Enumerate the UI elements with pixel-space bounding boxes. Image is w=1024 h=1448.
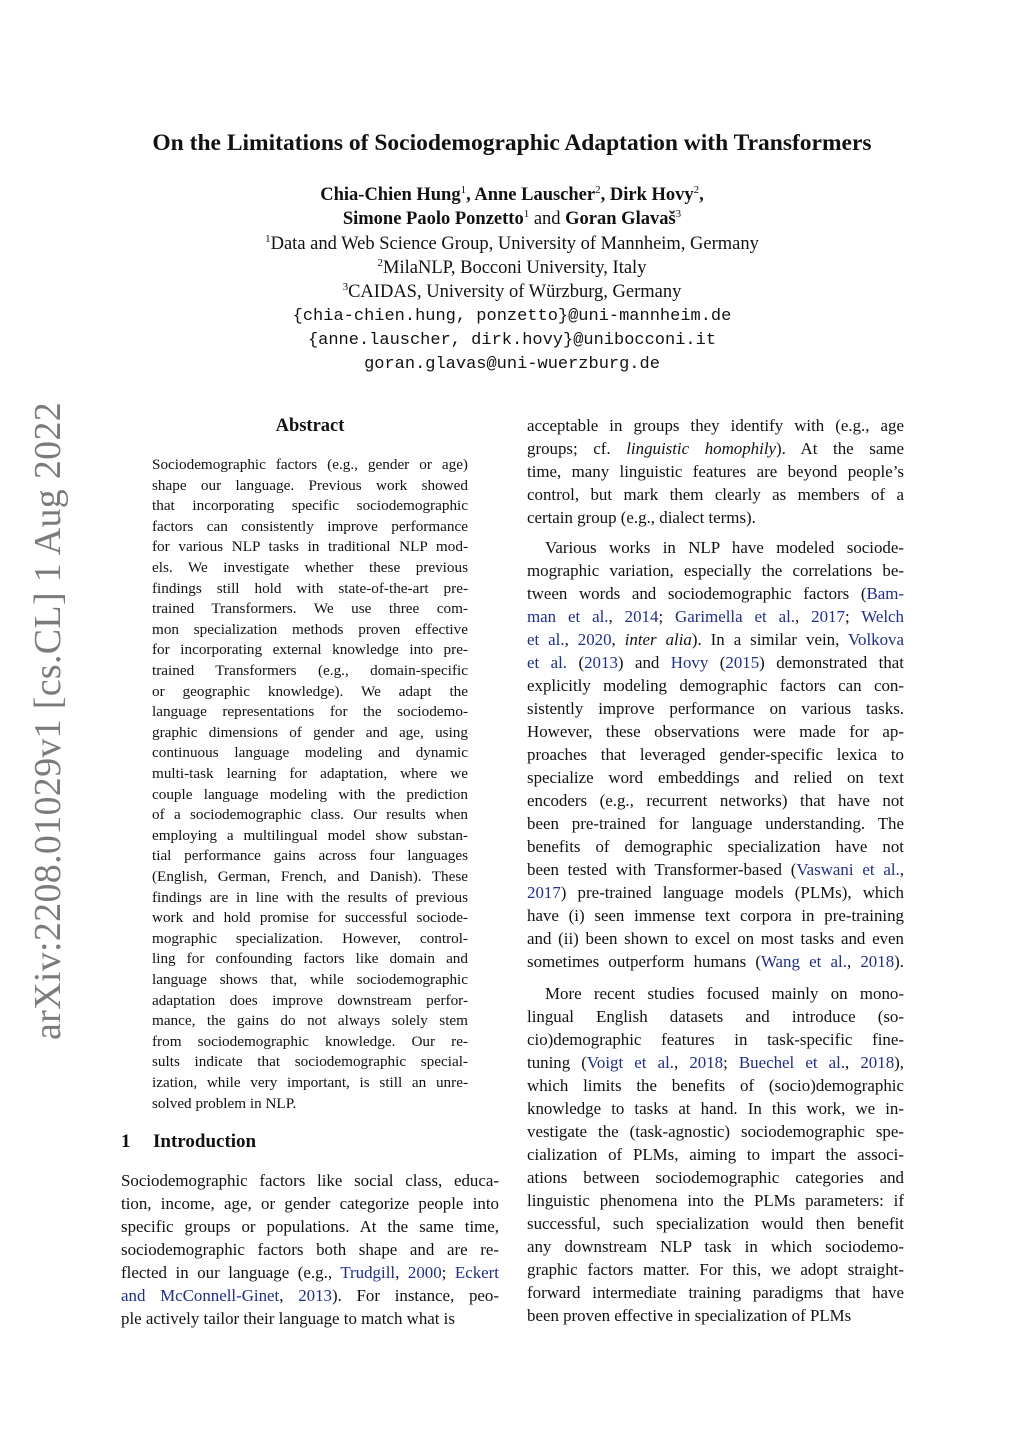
citation-link[interactable]: Garimella et al. bbox=[675, 607, 796, 626]
paragraph-line: cialization of PLMs, aiming to impart the associ- bbox=[527, 1145, 904, 1164]
citation-link[interactable]: Wang et al. bbox=[760, 952, 847, 971]
abstract-line: graphic dimensions of gender and age, using bbox=[152, 723, 468, 741]
abstract-line: solved problem in NLP. bbox=[152, 1094, 297, 1112]
paragraph-line: proaches that leveraged gender-specific lexica to bbox=[527, 745, 904, 764]
citation-link[interactable]: Bam- bbox=[866, 584, 904, 603]
paragraph-line: 2017) pre-trained language models (PLMs), which bbox=[527, 883, 904, 902]
citation-link[interactable]: et al. bbox=[527, 630, 565, 649]
paragraph-line: control, but mark them clearly as members of a bbox=[527, 485, 904, 504]
citation-link[interactable]: 2018 bbox=[689, 1053, 724, 1072]
affiliation-text: MilaNLP, Bocconi University, Italy bbox=[383, 258, 647, 278]
citation-link[interactable]: Welch bbox=[861, 607, 904, 626]
email: {anne.lauscher, dirk.hovy}@unibocconi.it bbox=[307, 331, 717, 350]
citation-link[interactable]: et al. bbox=[527, 653, 568, 672]
abstract-line: sults indicate that sociodemographic special- bbox=[152, 1053, 468, 1071]
abstract-line: els. We investigate whether these previous bbox=[152, 559, 468, 576]
paragraph-line: Sociodemographic factors like social class, educa- bbox=[121, 1171, 499, 1190]
paragraph-line: acceptable in groups they identify with (e.g., age bbox=[527, 416, 904, 435]
citation-link[interactable]: 2013 bbox=[298, 1286, 332, 1305]
paragraph-line: been tested with Transformer-based (Vaswani et al., bbox=[527, 860, 904, 879]
abstract-line: language shows that, while sociodemographic bbox=[152, 971, 468, 988]
abstract-line: trained Transformers. We use three com- bbox=[152, 600, 468, 618]
abstract-heading: Abstract bbox=[275, 416, 345, 436]
abstract-line: findings are in line with the results of previous bbox=[152, 888, 468, 906]
abstract-line: ization, while very important, is still an unre- bbox=[152, 1074, 468, 1091]
paragraph-line: knowledge to tasks at hand. In this work, we in- bbox=[527, 1099, 904, 1118]
affiliation-marker: 1 bbox=[265, 233, 271, 245]
affiliation bbox=[0, 232, 1024, 256]
citation-link[interactable]: 2018 bbox=[860, 1053, 895, 1072]
citation-link[interactable]: 2017 bbox=[527, 883, 561, 902]
paragraph-line: been pre-trained for language understanding. The bbox=[527, 814, 904, 833]
affiliation-marker: 2 bbox=[377, 257, 384, 269]
citation-link[interactable]: Buechel et al. bbox=[738, 1053, 846, 1072]
paragraph-line: sociodemographic factors both shape and are re- bbox=[121, 1240, 499, 1259]
paragraph-line: explicitly modeling demographic factors can con- bbox=[527, 676, 904, 695]
section-title: Introduction bbox=[153, 1131, 257, 1152]
paragraph-line: specialize word embeddings and relied on text bbox=[527, 768, 904, 787]
paragraph-line: groups; cf. linguistic homophily). At the same bbox=[527, 439, 904, 458]
abstract-line: or geographic knowledge). We adapt the bbox=[152, 682, 468, 700]
paragraph-line: sometimes outperform humans (Wang et al., 2018). bbox=[527, 952, 904, 971]
citation-link[interactable]: 2020 bbox=[577, 630, 612, 649]
author-line-2 bbox=[0, 207, 1024, 231]
paragraph-line: and (ii) been shown to excel on most tasks and even bbox=[527, 929, 904, 948]
paragraph-line: et al. (2013) and Hovy (2015) demonstrated that bbox=[527, 653, 904, 672]
citation-link[interactable]: 2018 bbox=[860, 952, 895, 971]
paragraph-line: cio)demographic features in task-specific fine- bbox=[527, 1030, 904, 1049]
affiliation bbox=[0, 280, 1024, 304]
affiliation-marker: 2 bbox=[595, 184, 601, 196]
paragraph-line: been proven effective in specialization of PLMs bbox=[527, 1306, 852, 1325]
abstract-line: mographic specialization. However, control- bbox=[152, 929, 468, 947]
abstract-line: shape our language. Previous work showed bbox=[152, 476, 468, 494]
abstract-line: Sociodemographic factors (e.g., gender or age) bbox=[152, 456, 468, 473]
paper-title: On the Limitations of Sociodemographic Adaptation with Transformers bbox=[152, 130, 872, 156]
section-heading bbox=[121, 1131, 256, 1153]
paragraph-line: have (i) seen immense text corpora in pre-training bbox=[527, 906, 904, 925]
citation-link[interactable]: Voigt et al. bbox=[586, 1053, 674, 1072]
paragraph-line: tion, income, age, or gender categorize people into bbox=[121, 1194, 499, 1213]
abstract-line: work and hold promise for successful sociode- bbox=[152, 909, 468, 927]
citation-link[interactable]: man et al. bbox=[527, 607, 609, 626]
arxiv-identifier: arXiv:2208.01029v1 [cs.CL] 1 Aug 2022 bbox=[27, 401, 69, 1040]
paragraph-line: which limits the benefits of (socio)demographic bbox=[527, 1076, 904, 1095]
paragraph-line: ple actively tailor their language to match what is bbox=[121, 1309, 455, 1328]
paragraph-line: More recent studies focused mainly on mono- bbox=[545, 984, 904, 1003]
paragraph-line: ations between sociodemographic categories and bbox=[527, 1168, 904, 1187]
citation-link[interactable]: 2013 bbox=[584, 653, 618, 672]
paragraph-line: man et al., 2014; Garimella et al., 2017; Welch bbox=[527, 607, 904, 626]
affiliation-text: Data and Web Science Group, University of Mannheim, Germany bbox=[270, 234, 759, 254]
paragraph-line: any downstream NLP task in which sociodemo- bbox=[527, 1237, 904, 1256]
abstract-line: tial performance gains across four languages bbox=[152, 847, 468, 865]
email: {chia-chien.hung, ponzetto}@uni-mannheim.de bbox=[292, 307, 732, 326]
affiliation-marker: 1 bbox=[523, 208, 530, 220]
citation-link[interactable]: and McConnell-Ginet bbox=[121, 1286, 280, 1305]
paragraph-line: mographic variation, especially the correlations be- bbox=[527, 561, 904, 580]
citation-link[interactable]: Hovy bbox=[670, 653, 709, 672]
section-number: 1 bbox=[121, 1131, 131, 1152]
paragraph-line: specific groups or populations. At the same time, bbox=[121, 1217, 499, 1236]
paragraph-line: tween words and sociodemographic factors (Bam- bbox=[527, 584, 904, 603]
abstract-line: from sociodemographic knowledge. Our re- bbox=[152, 1032, 468, 1050]
abstract-line: continuous language modeling and dynamic bbox=[152, 744, 468, 762]
author-conjunction: and bbox=[533, 209, 561, 229]
citation-link[interactable]: Vaswani et al. bbox=[796, 860, 900, 879]
author-name: Chia-Chien Hung bbox=[320, 185, 461, 205]
affiliation-marker: 3 bbox=[675, 208, 682, 220]
paragraph-line: tuning (Voigt et al., 2018; Buechel et al., 2018), bbox=[527, 1053, 904, 1072]
abstract-line: employing a multilingual model show substan- bbox=[152, 826, 468, 844]
paragraph-line: encoders (e.g., recurrent networks) that have not bbox=[527, 791, 904, 810]
affiliation-marker: 2 bbox=[693, 184, 700, 196]
abstract-line: factors can consistently improve performance bbox=[152, 517, 468, 535]
author-name: Dirk Hovy bbox=[609, 185, 694, 205]
affiliation-text: CAIDAS, University of Würzburg, Germany bbox=[348, 282, 682, 302]
abstract-line: multi-task learning for adaptation, where we bbox=[152, 765, 468, 782]
citation-link[interactable]: Eckert bbox=[454, 1263, 499, 1282]
author-name: Simone Paolo Ponzetto bbox=[342, 209, 524, 229]
abstract-line: (English, German, French, and Danish). These bbox=[152, 868, 468, 885]
paragraph-line: lingual English datasets and introduce (so- bbox=[527, 1007, 904, 1026]
citation-link[interactable]: Trudgill bbox=[340, 1263, 396, 1282]
author-line-1: Chia-Chien Hung$^1$, Anne Lauscher$^2$, Dirk Hovy$^2$, bbox=[320, 184, 704, 205]
abstract-line: language representations for the sociodemo- bbox=[152, 703, 468, 721]
abstract-line: trained Transformers (e.g., domain-specific bbox=[152, 662, 468, 679]
affiliation-marker: 1 bbox=[460, 184, 467, 196]
affiliation bbox=[0, 256, 1024, 280]
citation-link[interactable]: 2015 bbox=[725, 653, 760, 672]
abstract-line: mon specialization methods proven effective bbox=[152, 620, 468, 638]
paragraph-line: graphic factors matter. For this, we adopt straight- bbox=[527, 1260, 904, 1279]
author-name: Goran Glavaš bbox=[565, 209, 676, 229]
paragraph-line: vestigate the (task-agnostic) sociodemographic spe- bbox=[527, 1122, 904, 1141]
citation-link[interactable]: 2000 bbox=[407, 1263, 442, 1282]
paragraph-line: linguistic phenomena into the PLMs parameters: if bbox=[527, 1191, 904, 1210]
paragraph-line: time, many linguistic features are beyond people’s bbox=[527, 462, 904, 481]
paragraph-line: However, these observations were made for ap- bbox=[527, 722, 904, 741]
abstract-line: adaptation does improve downstream perfor- bbox=[152, 991, 468, 1009]
paragraph-line: Various works in NLP have modeled sociode- bbox=[545, 538, 904, 557]
abstract-line: ling for confounding factors like domain and bbox=[152, 950, 468, 968]
abstract-line: for incorporating external knowledge into pre- bbox=[152, 641, 468, 659]
abstract-line: that incorporating specific sociodemographic bbox=[152, 497, 468, 515]
paragraph-line: et al., 2020, inter alia). In a similar vein, Volkova bbox=[527, 630, 904, 649]
citation-link[interactable]: Volkova bbox=[847, 630, 904, 649]
paragraph-line: sistently improve performance on various tasks. bbox=[527, 699, 904, 718]
author-name: Anne Lauscher bbox=[474, 185, 596, 205]
abstract-line: for various NLP tasks in traditional NLP mod- bbox=[152, 538, 468, 556]
affiliation-marker: 3 bbox=[342, 281, 349, 293]
citation-link[interactable]: 2014 bbox=[624, 607, 659, 626]
email: goran.glavas@uni-wuerzburg.de bbox=[364, 355, 660, 374]
paragraph-line: successful, such specialization would then benefit bbox=[527, 1214, 904, 1233]
abstract-line: findings still hold with state-of-the-art pre- bbox=[152, 579, 468, 597]
paragraph-line: flected in our language (e.g., Trudgill, 2000; Eckert bbox=[121, 1263, 499, 1282]
paragraph-line: and McConnell-Ginet, 2013). For instance, peo- bbox=[121, 1286, 499, 1305]
abstract-line: mance, the gains do not always solely stem bbox=[152, 1012, 468, 1030]
abstract-line: of a sociodemographic class. Our results when bbox=[152, 806, 468, 824]
paragraph-line: certain group (e.g., dialect terms). bbox=[527, 508, 756, 527]
citation-link[interactable]: 2017 bbox=[811, 607, 845, 626]
abstract-line: couple language modeling with the prediction bbox=[152, 785, 468, 803]
paragraph-line: forward intermediate training paradigms that have bbox=[527, 1283, 904, 1302]
paragraph-line: benefits of demographic specialization have not bbox=[527, 837, 904, 856]
